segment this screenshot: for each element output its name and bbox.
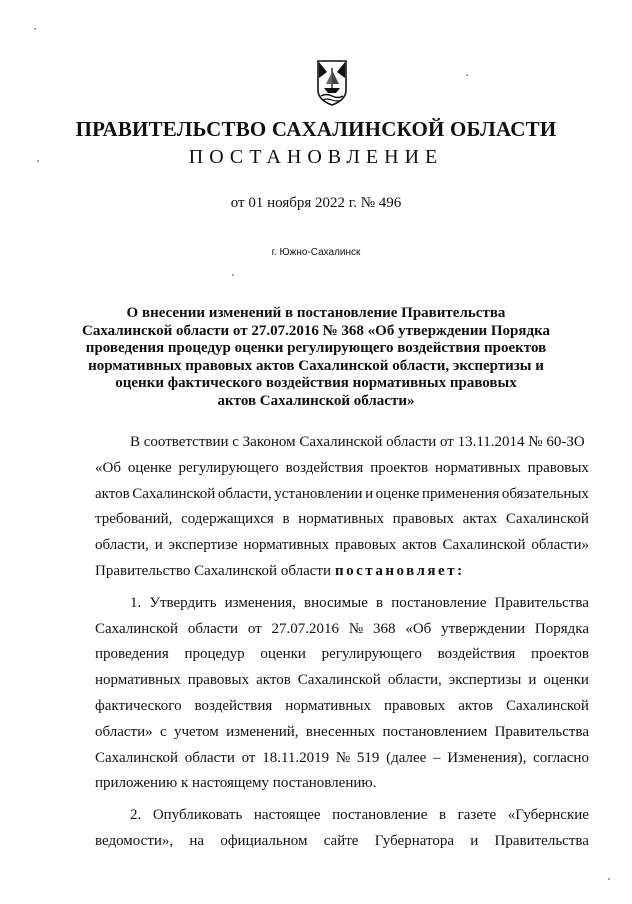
item-line: Сахалинской области от 27.07.2016 № 368 «Об утверждении Порядка xyxy=(95,620,589,637)
document-body xyxy=(95,430,589,855)
subject-line: оценки фактического воздействия нормативных правовых xyxy=(115,375,517,391)
scan-speck xyxy=(37,160,39,162)
subject-line: проведения процедур оценки регулирующего воздействия проектов xyxy=(85,340,547,356)
preamble-line: области, и экспертизе нормативных правовых актов Сахалинской области» xyxy=(95,537,589,554)
resolves-word: постановляет: xyxy=(334,562,465,579)
item-line: ведомости», на официальном сайте Губернатора и Правительства xyxy=(95,832,589,849)
scan-speck xyxy=(608,878,610,880)
item-line: проведения процедур оценки регулирующего воздействия проектов xyxy=(95,646,589,663)
subject-line: Сахалинской области от 27.07.2016 № 368 «Об утверждении Порядка xyxy=(82,322,550,339)
subject-line: нормативных правовых актов Сахалинской области, экспертизы и xyxy=(88,357,544,374)
item-line: Сахалинской области от 18.11.2019 № 519 (далее – Изменения), согласно xyxy=(95,749,589,766)
preamble-line: В соответствии с Законом Сахалинской области от 13.11.2014 № 60-ЗО xyxy=(130,434,585,450)
item-line: 1. Утвердить изменения, вносимые в постановление Правительства xyxy=(130,594,589,611)
document-type: ПОСТАНОВЛЕНИЕ xyxy=(188,146,444,168)
document-city: г. Южно-Сахалинск xyxy=(271,247,361,258)
document-subject xyxy=(0,305,632,410)
preamble-line: актов Сахалинской области, установлении и оценке применения обязательных xyxy=(95,485,589,502)
scan-speck xyxy=(466,74,468,76)
subject-line: О внесении изменений в постановление Правительства xyxy=(126,305,506,321)
item-line: 2. Опубликовать настоящее постановление в газете «Губернские xyxy=(130,807,589,824)
preamble-line: требований, содержащихся в нормативных правовых актах Сахалинской xyxy=(95,511,589,528)
preamble-line: «Об оценке регулирующего воздействия проектов нормативных правовых xyxy=(95,459,589,476)
coat-of-arms-icon xyxy=(317,60,347,106)
document-date-number: от 01 ноября 2022 г. № 496 xyxy=(230,195,402,211)
scan-speck xyxy=(34,28,36,30)
preamble-resolution-line xyxy=(95,559,589,585)
preamble-last-line: Правительство Сахалинской области xyxy=(95,562,331,579)
item-line: приложению к настоящему постановлению. xyxy=(95,775,377,792)
item-line: области» с учетом изменений, внесенных постановлением Правительства xyxy=(95,723,589,740)
subject-line: актов Сахалинской области» xyxy=(217,392,415,409)
scan-speck xyxy=(232,274,234,276)
government-title: ПРАВИТЕЛЬСТВО САХАЛИНСКОЙ ОБЛАСТИ xyxy=(75,117,557,141)
item-line: фактического воздействия нормативных правовых актов Сахалинской xyxy=(95,697,589,714)
item-line: нормативных правовых актов Сахалинской области, экспертизы и оценки xyxy=(95,672,589,689)
